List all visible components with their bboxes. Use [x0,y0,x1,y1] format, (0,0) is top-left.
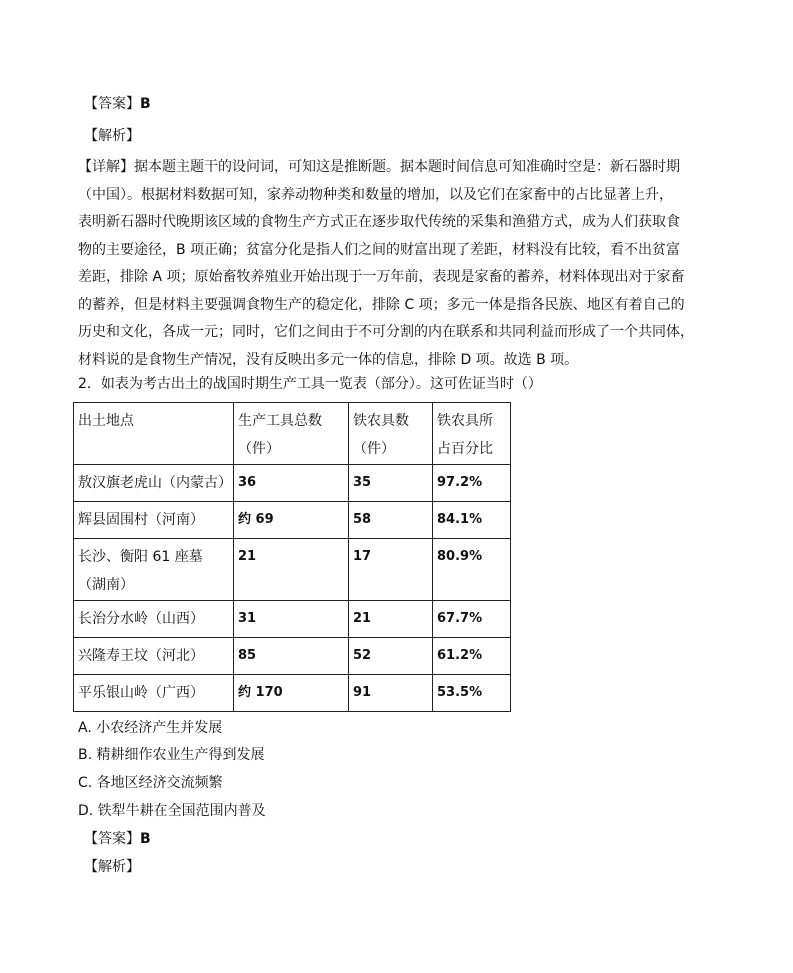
analysis-heading: 【解析】 [84,859,140,875]
table-header-cell: 铁农具所占百分比 [433,403,511,465]
question-stem: 2．如表为考古出土的战国时期生产工具一览表（部分）。这可佐证当时（） [78,376,542,392]
detail-line: 差距，排除 A 项；原始畜牧养殖业开始出现于一万年前，表现是家畜的蓄养，材料体现出对于家畜 [78,269,685,285]
detail-line: （中国）。根据材料数据可知，家养动物种类和数量的增加，以及它们在家畜中的占比显著上升， [78,186,673,203]
table-row [74,539,511,601]
table-row [74,638,511,675]
detail-line: 材料说的是食物生产情况，没有反映出多元一体的信息，排除 D 项。故选 B 项。 [78,351,579,368]
detail-line: 物的主要途径，B 项正确；贫富分化是指人们之间的财富出现了差距，材料没有比较，看不出贫富 [78,241,681,258]
tools-table [73,402,511,712]
answer-value: B [140,831,151,847]
detail-line: 的蓄养，但是材料主要强调食物生产的稳定化，排除 C 项；多元一体是指各民族、地区有着自己的 [78,296,685,313]
detail-line: 表明新石器时代晚期该区域的食物生产方式正在逐步取代传统的采集和渔猎方式，成为人们获取食 [78,214,680,230]
answer-line [84,94,151,114]
table-cell: 91 [349,675,433,712]
answer-label: 【答案】 [84,831,140,847]
table-cell: 97.2% [433,465,511,502]
table-row [74,502,511,539]
answer-label: 【答案】 [84,96,140,112]
table-cell: 80.9% [433,539,511,601]
option-a: A. 小农经济产生并发展 [78,720,223,736]
table-cell: 17 [349,539,433,601]
table-cell: 21 [349,601,433,638]
table-cell: 辉县固围村（河南） [74,502,234,539]
table-cell: 平乐银山岭（广西） [74,675,234,712]
table-header-cell: 铁农具数（件） [349,403,433,465]
table-row [74,675,511,712]
analysis-heading: 【解析】 [84,128,140,144]
table-header-cell: 出土地点 [74,403,234,465]
detail-paragraph [78,154,718,374]
answer-line [84,829,151,849]
table-cell: 约 170 [234,675,349,712]
option-b: B. 精耕细作农业生产得到发展 [78,747,265,763]
table-cell: 36 [234,465,349,502]
detail-line: 历史和文化，各成一元；同时，它们之间由于不可分割的内在联系和共同利益而形成了一个共同体， [78,324,694,340]
table-cell: 35 [349,465,433,502]
table-cell: 67.7% [433,601,511,638]
answer-value: B [140,96,151,112]
table-cell: 兴隆寿王坟（河北） [74,638,234,675]
table-cell: 约 69 [234,502,349,539]
table-cell: 58 [349,502,433,539]
table-cell: 61.2% [433,638,511,675]
table-row [74,601,511,638]
option-c: C. 各地区经济交流频繁 [78,775,223,791]
table-cell: 53.5% [433,675,511,712]
table-cell: 84.1% [433,502,511,539]
table-cell: 85 [234,638,349,675]
table-cell: 长治分水岭（山西） [74,601,234,638]
table-cell: 敖汉旗老虎山（内蒙古） [74,465,234,502]
table-cell: 长沙、衡阳 61 座墓（湖南） [74,539,234,601]
table-cell: 31 [234,601,349,638]
table-header-cell: 生产工具总数（件） [234,403,349,465]
detail-line: 【详解】据本题主题干的设问词，可知这是推断题。据本题时间信息可知准确时空是：新石器时期 [78,159,680,175]
table-header-row [74,403,511,465]
option-d: D. 铁犁牛耕在全国范围内普及 [78,803,266,819]
table-cell: 21 [234,539,349,601]
table-row [74,465,511,502]
table-cell: 52 [349,638,433,675]
